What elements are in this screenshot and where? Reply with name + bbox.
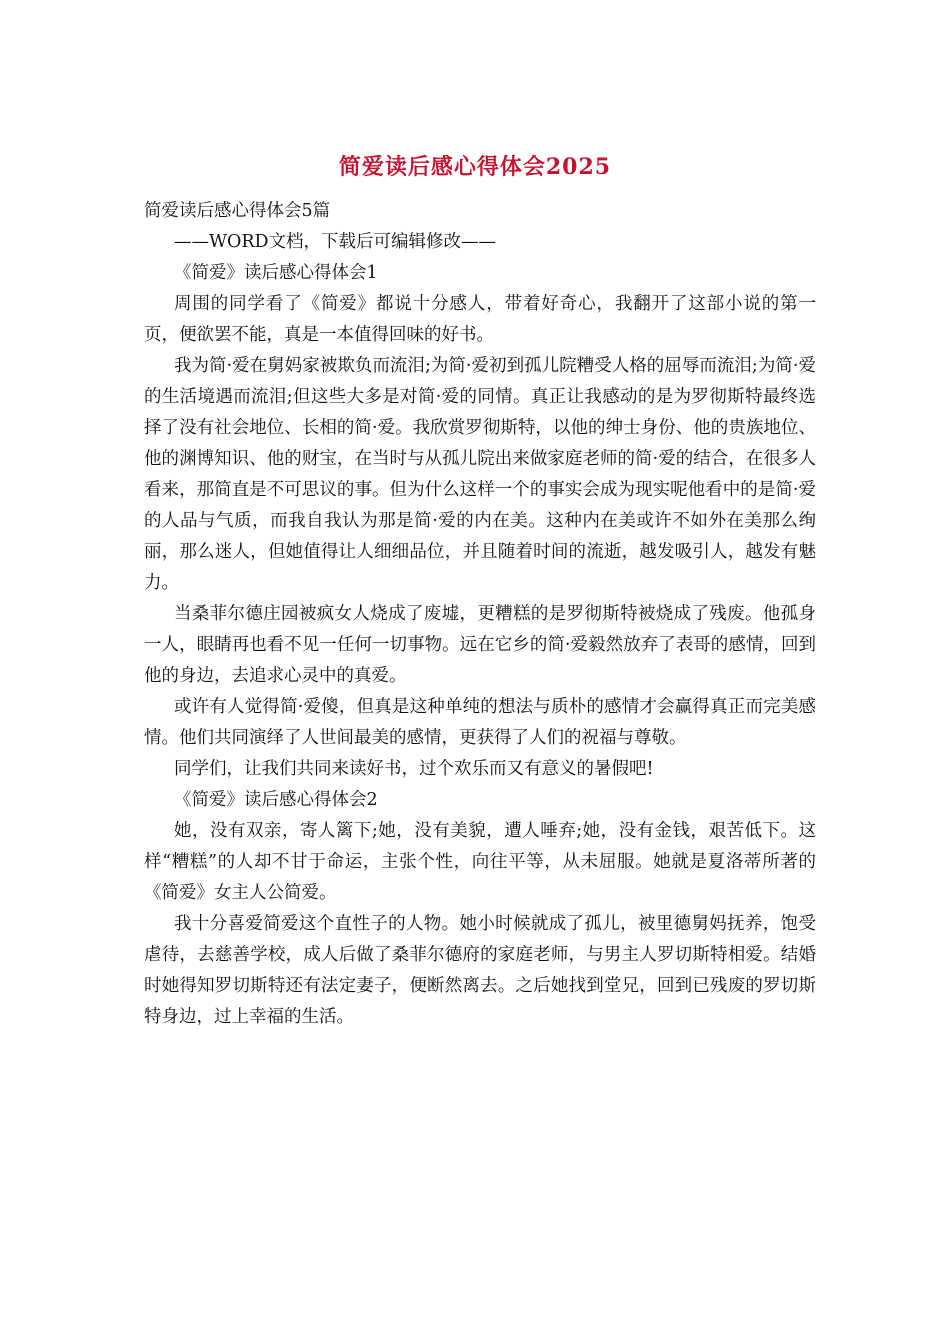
document-title: 简爱读后感心得体会2025: [338, 154, 612, 180]
section-1-heading: 《简爱》读后感心得体会1: [174, 263, 378, 283]
section-1-paragraph-2: 我为简·爱在舅妈家被欺负而流泪;为简·爱初到孤儿院糟受人格的屈辱而流泪;为简·爱的生活境遇而流泪;但这些大多是对简·爱的同情。真正让我感动的是为罗彻斯特最终选择了没有社会地位、长相的简·爱。我欣赏罗彻斯特，以他的绅士身份、他的贵族地位、他的渊博知识、他的财宝，在当时与从孤儿院出来做家庭老师的简·爱的结合，在很多人看来，那简直是不可思议的事。但为什么这样一个的事实会成为现实呢他看中的是简·爱的人品与气质，而我自我认为那是简·爱的内在美。这种内在美或许不如外在美那么绚丽，那么迷人，但她值得让人细细品位，并且随着时间的流逝，越发吸引人，越发有魅力。: [144, 356, 816, 593]
section-2-paragraph-2: 我十分喜爱简爱这个直性子的人物。她小时候就成了孤儿，被里德舅妈抚养，饱受虐待，去慈善学校，成人后做了桑菲尔德府的家庭老师，与男主人罗切斯特相爱。结婚时她得知罗切斯特还有法定妻子，便断然离去。之后她找到堂兄，回到已残废的罗切斯特身边，过上幸福的生活。: [144, 914, 816, 1027]
section-1-paragraph-3: 当桑菲尔德庄园被疯女人烧成了废墟，更糟糕的是罗彻斯特被烧成了残废。他孤身一人，眼睛再也看不见一任何一切事物。远在它乡的简·爱毅然放弃了表哥的感情，回到他的身边，去追求心灵中的真爱。: [144, 604, 816, 686]
section-1-paragraph-4: 或许有人觉得简·爱傻，但真是这种单纯的想法与质朴的感情才会赢得真正而完美感情。他们共同演绎了人世间最美的感情，更获得了人们的祝福与尊敬。: [144, 697, 816, 748]
section-1-paragraph-1: 周围的同学看了《简爱》都说十分感人，带着好奇心，我翻开了这部小说的第一页，便欲罢不能，真是一本值得回味的好书。: [144, 294, 816, 345]
document-body: [144, 196, 816, 1033]
section-2-heading: 《简爱》读后感心得体会2: [174, 790, 378, 810]
section-2-paragraph-1: 她，没有双亲，寄人篱下;她，没有美貌，遭人唾弃;她，没有金钱，艰苦低下。这样“糟糕”的人却不甘于命运，主张个性，向往平等，从未屈服。她就是夏洛蒂所著的《简爱》女主人公简爱。: [144, 821, 816, 903]
section-1-paragraph-5: 同学们，让我们共同来读好书，过个欢乐而又有意义的暑假吧!: [174, 759, 654, 779]
word-note: ——WORD文档，下载后可编辑修改——: [174, 232, 497, 252]
document-subtitle: 简爱读后感心得体会5篇: [144, 201, 331, 221]
